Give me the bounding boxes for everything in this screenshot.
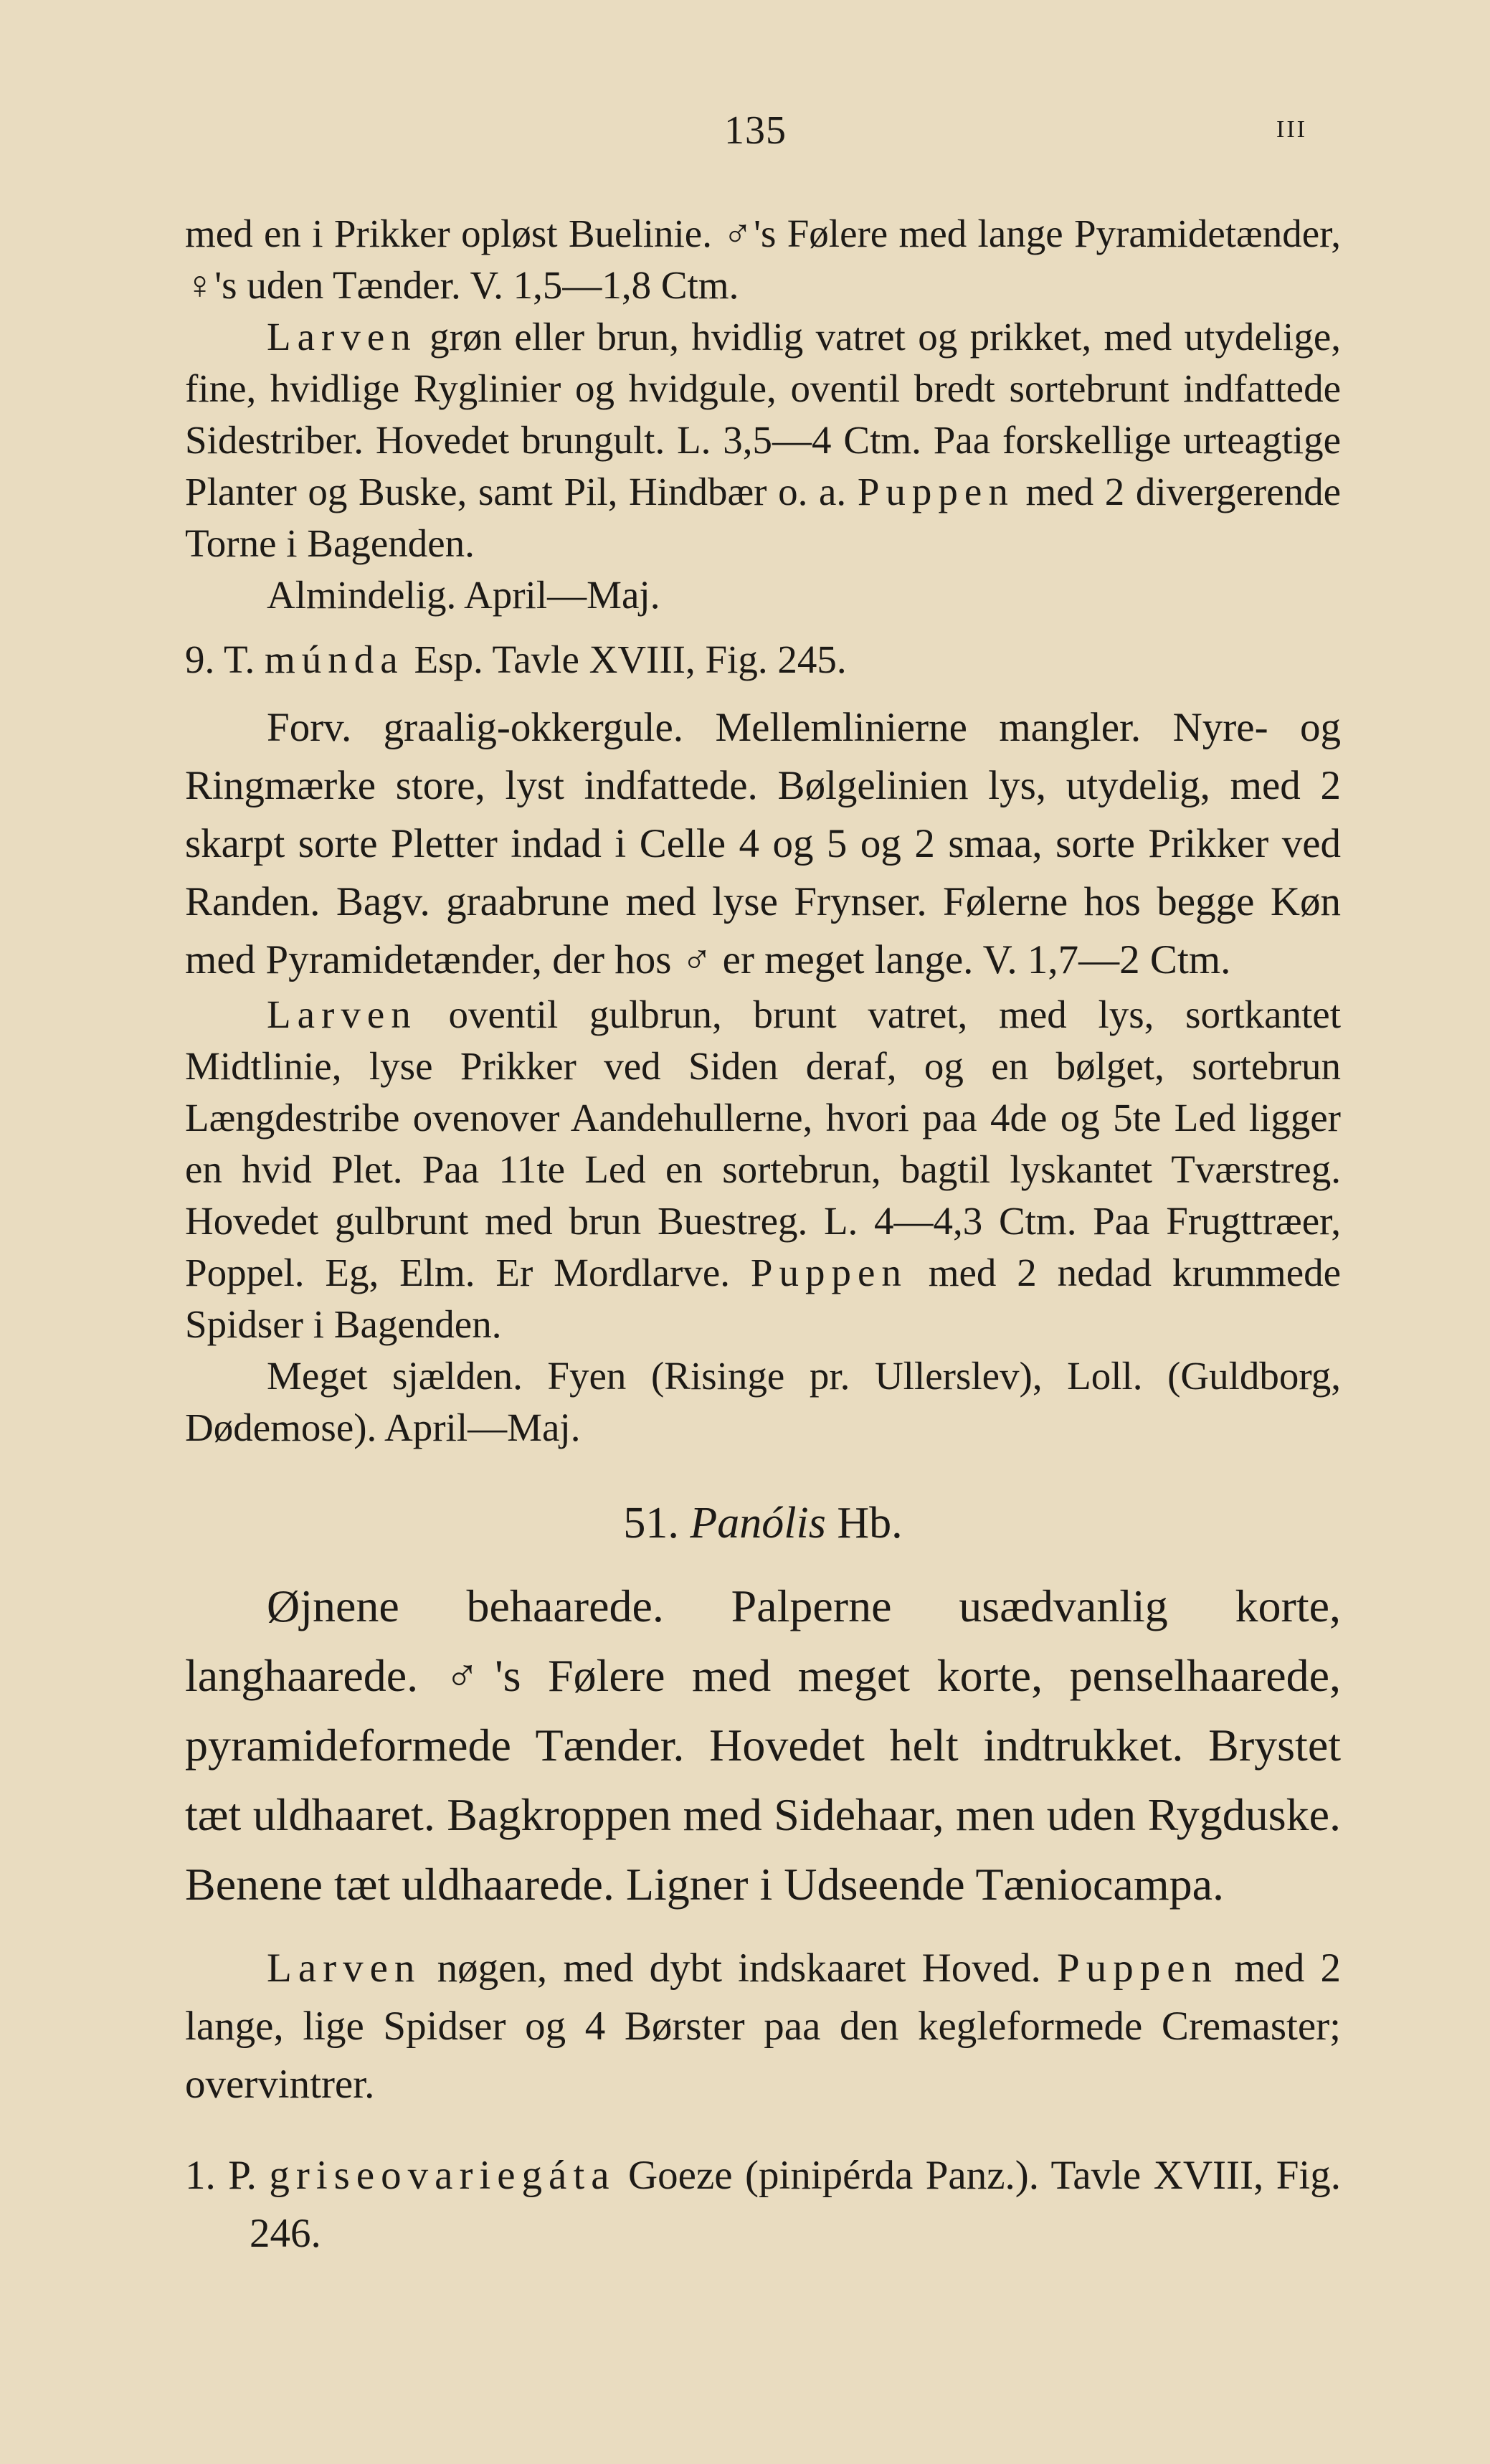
genus-author: Hb. (837, 1499, 903, 1548)
paragraph-continuation: med en i Prikker opløst Buelinie. ♂'s Følere med lange Pyramidetænder, ♀'s uden Tænder. V. 1,5—1,8 Ctm. (185, 212, 1341, 307)
pupa-text: med 2 divergerende Torne i Bagenden. (185, 470, 1341, 565)
pupa-text: med 2 nedad krummede Spidser i Bagenden. (185, 1251, 1342, 1346)
paragraph-description: Forv. graalig-okkergule. Mellemlinierne mangler. Nyre- og Ringmærke store, lyst indfattede. Bølgelinien lys, utydelig, med 2 skarpt sorte Pletter indad i Celle 4 og 5 og 2 smaa, sorte Prikker ved Randen. Bagv. graabrune med lyse Frynser. Følerne hos begge Køn med Pyramidetænder, der hos ♂ er meget lange. V. 1,7—2 Ctm. (185, 705, 1341, 982)
larva-label: Larven (267, 315, 417, 359)
page-body (185, 208, 1341, 2262)
larva-text: oventil gulbrun, brunt vatret, med lys, sortkantet Midtlinie, lyse Prikker ved Siden deraf, og en bølget, sortebrun Længdestribe ovenover Aandehullerne, hvori paa 4de og 5te Led ligger en hvid Plet. Paa 11te Led en sortebrun, bagtil lyskantet Tværstreg. Hovedet gulbrunt med brun Buestreg. L. 4—4,3 Ctm. Paa Frugttræer, Poppel. Eg, Elm. Er Mordlarve. (185, 992, 1341, 1294)
larva-text: nøgen, med dybt indskaaret Hoved. (437, 1946, 1041, 1991)
species-reference: Goeze (pinipérda Panz.). Tavle XVIII, Fig. 246. (250, 2153, 1341, 2256)
pupa-label: Puppen (750, 1251, 908, 1294)
species-entry-9 (185, 634, 1341, 686)
paragraph-occurrence-1: Almindelig. April—Maj. (267, 573, 660, 617)
species-name: griseovariegáta (269, 2153, 616, 2198)
species-entry-1 (185, 2146, 1341, 2262)
paragraph-genus-description: Øjnene behaarede. Palperne usædvanlig korte, langhaarede. ♂'s Følere med meget korte, penselhaarede, pyramideformede Tænder. Hovedet helt indtrukket. Brystet tæt uldhaaret. Bagkroppen med Sidehaar, men uden Rygduske. Benene tæt uldhaarede. Ligner i Udseende Tæniocampa. (185, 1581, 1341, 1910)
page-number: 135 (724, 108, 787, 153)
larva-label: Larven (267, 1946, 422, 1991)
species-number: 1. P. (185, 2153, 257, 2198)
larva-text: grøn eller brun, hvidlig vatret og prikket, med utydelige, fine, hvidlige Ryglinier og hvidgule, oventil bredt sortebrunt indfattede Sidestriber. Hovedet brungult. L. 3,5—4 Ctm. Paa forskellige urteagtige Planter og Buske, samt Pil, Hindbær o. a. (185, 315, 1341, 513)
pupa-label: Puppen (857, 470, 1015, 513)
larva-label: Larven (267, 992, 417, 1036)
genus-number: 51. (623, 1499, 679, 1548)
pupa-text: med 2 lange, lige Spidser og 4 Børster paa den kegleformede Cremaster; overvintrer. (185, 1946, 1342, 2107)
genus-name: Panólis (690, 1499, 826, 1548)
species-reference: Esp. Tavle XVIII, Fig. 245. (414, 638, 847, 681)
species-number: 9. T. (185, 638, 255, 681)
paragraph-larva-2 (185, 989, 1341, 1350)
paragraph-genus-larva (185, 1939, 1341, 2113)
paragraph-larva-1 (185, 311, 1341, 569)
species-name: múnda (265, 638, 404, 681)
pupa-label: Puppen (1057, 1946, 1218, 1991)
genus-heading (185, 1491, 1341, 1555)
signature-mark: III (1276, 116, 1307, 143)
paragraph-occurrence-2: Meget sjælden. Fyen (Risinge pr. Ullerslev), Loll. (Guldborg, Dødemose). April—Maj. (185, 1354, 1341, 1449)
